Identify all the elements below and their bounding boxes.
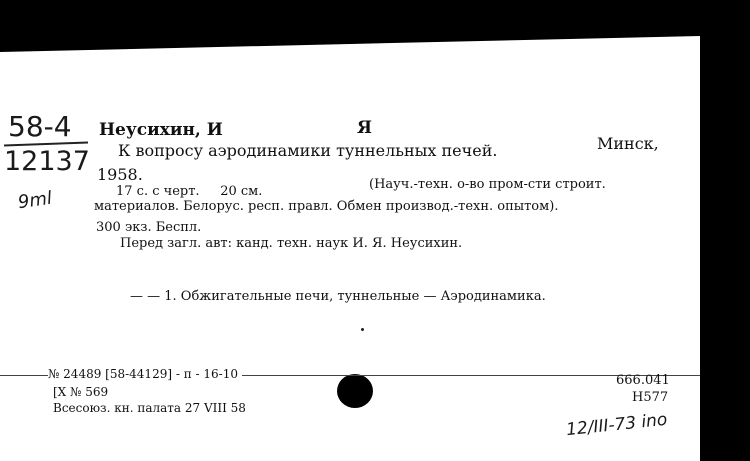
handwritten-stamp: 12/III-73 ino (565, 409, 669, 441)
title: К вопросу аэродинамики туннельных печей. (118, 141, 498, 160)
author-note: Перед загл. авт: канд. техн. наук И. Я. Неусихин. (120, 236, 463, 251)
speck (361, 328, 364, 331)
series-line-2: материалов. Белорус. респ. правл. Обмен производ.-техн. опытом). (94, 199, 559, 214)
publication-place: Минск, (597, 134, 659, 153)
physical-description: 17 с. с черт. 20 см. (116, 184, 263, 199)
subject-heading: — — 1. Обжигательные печи, туннельные — Аэродинамика. (130, 289, 546, 304)
bx-number: [X № 569 (53, 385, 109, 399)
author-mark: H577 (632, 390, 669, 405)
author-name: Неусихин, И (99, 120, 223, 140)
edition-info: 300 экз. Беспл. (96, 220, 202, 235)
call-number-line2: 12137 (4, 146, 90, 177)
call-number-line1: 58-4 (8, 110, 72, 143)
card-number: № 24489 [58-44129] - п - 16-10 (48, 367, 242, 381)
author-initial: Я (357, 118, 372, 138)
udc-code: 666.041 (616, 373, 670, 388)
call-number-scribble: 9ml (16, 187, 54, 214)
publication-year: 1958. (97, 165, 143, 184)
ink-blot (337, 374, 373, 408)
series-line-1: (Науч.-техн. о-во пром-сти строит. (369, 177, 606, 192)
book-chamber: Всесоюз. кн. палата 27 VIII 58 (53, 401, 246, 415)
